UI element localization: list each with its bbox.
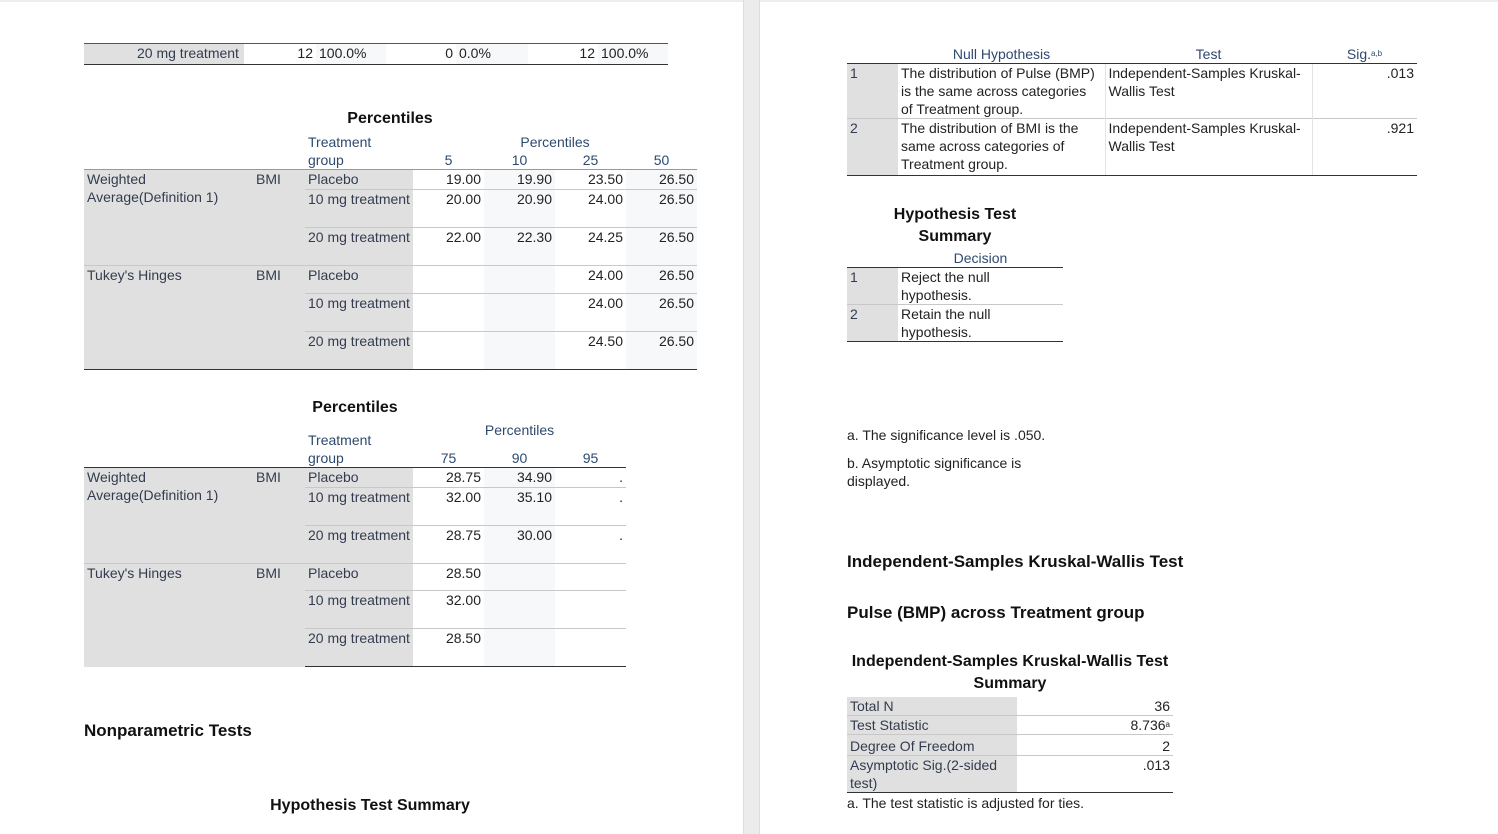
value-cell: 19.00 bbox=[413, 170, 484, 190]
value-cell: 20.00 bbox=[413, 190, 484, 228]
row-number: 1 bbox=[847, 268, 898, 305]
value-cell: 24.00 bbox=[555, 266, 626, 294]
summary-value bbox=[1017, 716, 1173, 735]
value-cell: 26.50 bbox=[626, 170, 697, 190]
summary-value-text: 2 bbox=[1162, 738, 1170, 754]
frequency-fragment-table bbox=[84, 43, 668, 65]
value-cell: 19.90 bbox=[484, 170, 555, 190]
row-label: 20 mg treatment bbox=[134, 44, 244, 65]
kruskal-wallis-heading: Independent-Samples Kruskal-Wallis Test bbox=[847, 552, 1184, 571]
treatment-label: Placebo bbox=[305, 170, 413, 190]
value-cell: 24.25 bbox=[555, 228, 626, 266]
summary-value-text: 8.736 bbox=[1130, 717, 1166, 733]
summary-value bbox=[1017, 697, 1173, 716]
summary-label: Degree Of Freedom bbox=[847, 735, 1017, 756]
col-header: 75 bbox=[413, 449, 484, 468]
treatment-label: 20 mg treatment bbox=[305, 526, 413, 564]
value-cell: 23.50 bbox=[555, 170, 626, 190]
value-cell: 32.00 bbox=[413, 488, 484, 526]
page-divider bbox=[743, 0, 760, 834]
footnote-a: a. The significance level is .050. bbox=[847, 427, 1046, 443]
kw-summary-table bbox=[847, 697, 1173, 793]
summary-label: Test Statistic bbox=[847, 716, 1017, 735]
hypothesis-summary-heading: Hypothesis Test Summary bbox=[270, 797, 470, 814]
method-label: Tukey's Hinges bbox=[84, 564, 253, 667]
decision-cell: Reject the null hypothesis. bbox=[898, 268, 1063, 305]
col-header: 25 bbox=[555, 151, 626, 170]
summary-value bbox=[1017, 735, 1173, 756]
decision-table-title: Hypothesis Test Summary bbox=[893, 206, 1017, 245]
treatment-group-header: Treatment group bbox=[305, 421, 413, 468]
value-cell: 24.00 bbox=[555, 190, 626, 228]
value-cell bbox=[484, 266, 555, 294]
kruskal-wallis-subheading: Pulse (BMP) across Treatment group bbox=[847, 603, 1145, 622]
summary-value-text: 36 bbox=[1154, 698, 1170, 714]
method-label: Weighted Average(Definition 1) bbox=[84, 170, 253, 266]
null-hypothesis-header: Null Hypothesis bbox=[898, 45, 1105, 64]
cell: 100.0% bbox=[316, 44, 386, 65]
decision-header: Decision bbox=[898, 249, 1063, 268]
value-cell: . bbox=[555, 468, 626, 488]
percentiles-title-2: Percentiles bbox=[312, 399, 398, 416]
summary-label: Asymptotic Sig.(2-sided test) bbox=[847, 756, 1017, 793]
sig-header bbox=[1312, 45, 1417, 64]
variable-label: BMI bbox=[253, 468, 305, 564]
percentiles-span-header: Percentiles bbox=[413, 133, 697, 151]
row-number: 1 bbox=[847, 64, 898, 119]
value-cell: 22.00 bbox=[413, 228, 484, 266]
treatment-label: 10 mg treatment bbox=[305, 591, 413, 629]
cell: 100.0% bbox=[598, 44, 668, 65]
percentiles-span-header: Percentiles bbox=[413, 421, 626, 449]
hypothesis-test-table bbox=[847, 45, 1417, 176]
treatment-label: 20 mg treatment bbox=[305, 228, 413, 266]
value-cell: 20.90 bbox=[484, 190, 555, 228]
value-cell: 26.50 bbox=[626, 228, 697, 266]
variable-label: BMI bbox=[253, 266, 305, 370]
value-cell: 28.50 bbox=[413, 629, 484, 667]
value-cell: 26.50 bbox=[626, 294, 697, 332]
method-label: Tukey's Hinges bbox=[84, 266, 253, 370]
variable-label: BMI bbox=[253, 564, 305, 667]
null-hypothesis-cell: The distribution of BMI is the same across categories of Treatment group. bbox=[898, 119, 1105, 176]
method-label: Weighted Average(Definition 1) bbox=[84, 468, 253, 564]
summary-value-text: .013 bbox=[1142, 757, 1170, 773]
treatment-label: 10 mg treatment bbox=[305, 294, 413, 332]
null-hypothesis-cell: The distribution of Pulse (BMP) is the same across categories of Treatment group. bbox=[898, 64, 1105, 119]
value-cell bbox=[413, 294, 484, 332]
summary-value bbox=[1017, 756, 1173, 793]
test-cell: Independent-Samples Kruskal-Wallis Test bbox=[1105, 64, 1312, 119]
sig-header-text: Sig. bbox=[1346, 46, 1371, 62]
value-cell bbox=[555, 629, 626, 667]
value-cell: 32.00 bbox=[413, 591, 484, 629]
treatment-label: Placebo bbox=[305, 266, 413, 294]
cell: 12 bbox=[528, 44, 598, 65]
value-cell: 26.50 bbox=[626, 332, 697, 370]
kw-footnote: a. The test statistic is adjusted for ties. bbox=[847, 795, 1085, 811]
decision-cell: Retain the null hypothesis. bbox=[898, 305, 1063, 342]
value-cell bbox=[555, 564, 626, 591]
value-cell: 35.10 bbox=[484, 488, 555, 526]
value-cell bbox=[484, 591, 555, 629]
treatment-label: 20 mg treatment bbox=[305, 332, 413, 370]
cell: 0 bbox=[386, 44, 456, 65]
test-header: Test bbox=[1105, 45, 1312, 64]
value-cell: 24.50 bbox=[555, 332, 626, 370]
percentiles-table-2 bbox=[84, 421, 626, 667]
test-cell: Independent-Samples Kruskal-Wallis Test bbox=[1105, 119, 1312, 176]
col-header: 5 bbox=[413, 151, 484, 170]
value-cell: 28.75 bbox=[413, 526, 484, 564]
value-cell bbox=[413, 266, 484, 294]
percentiles-table-1 bbox=[84, 133, 697, 370]
value-cell: 28.50 bbox=[413, 564, 484, 591]
nonparametric-heading: Nonparametric Tests bbox=[84, 721, 252, 740]
value-cell: 26.50 bbox=[626, 266, 697, 294]
value-cell: 34.90 bbox=[484, 468, 555, 488]
treatment-group-header: Treatment group bbox=[305, 133, 413, 170]
treatment-label: Placebo bbox=[305, 564, 413, 591]
value-cell bbox=[484, 294, 555, 332]
treatment-label: Placebo bbox=[305, 468, 413, 488]
value-cell bbox=[484, 629, 555, 667]
sig-cell: .921 bbox=[1312, 119, 1417, 176]
kw-summary-title: Independent-Samples Kruskal-Wallis Test Summary bbox=[851, 653, 1169, 692]
treatment-label: 10 mg treatment bbox=[305, 488, 413, 526]
treatment-label: 10 mg treatment bbox=[305, 190, 413, 228]
decision-table bbox=[847, 249, 1063, 342]
value-cell bbox=[413, 332, 484, 370]
col-header: 90 bbox=[484, 449, 555, 468]
value-cell: 26.50 bbox=[626, 190, 697, 228]
row-number: 2 bbox=[847, 305, 898, 342]
cell: 12 bbox=[244, 44, 316, 65]
value-cell: 22.30 bbox=[484, 228, 555, 266]
value-cell: 24.00 bbox=[555, 294, 626, 332]
col-header: 95 bbox=[555, 449, 626, 468]
summary-value-sup: a bbox=[1165, 720, 1170, 729]
percentiles-title-1: Percentiles bbox=[347, 110, 433, 127]
value-cell: . bbox=[555, 526, 626, 564]
value-cell: 28.75 bbox=[413, 468, 484, 488]
row-number: 2 bbox=[847, 119, 898, 176]
value-cell bbox=[555, 591, 626, 629]
value-cell bbox=[484, 332, 555, 370]
summary-label: Total N bbox=[847, 697, 1017, 716]
variable-label: BMI bbox=[253, 170, 305, 266]
col-header: 10 bbox=[484, 151, 555, 170]
sig-cell: .013 bbox=[1312, 64, 1417, 119]
sig-header-sup: a,b bbox=[1371, 49, 1383, 58]
footnote-b: b. Asymptotic significance is displayed. bbox=[847, 455, 1022, 489]
cell: 0.0% bbox=[456, 44, 528, 65]
col-header: 50 bbox=[626, 151, 697, 170]
treatment-label: 20 mg treatment bbox=[305, 629, 413, 667]
value-cell bbox=[484, 564, 555, 591]
value-cell: . bbox=[555, 488, 626, 526]
value-cell: 30.00 bbox=[484, 526, 555, 564]
